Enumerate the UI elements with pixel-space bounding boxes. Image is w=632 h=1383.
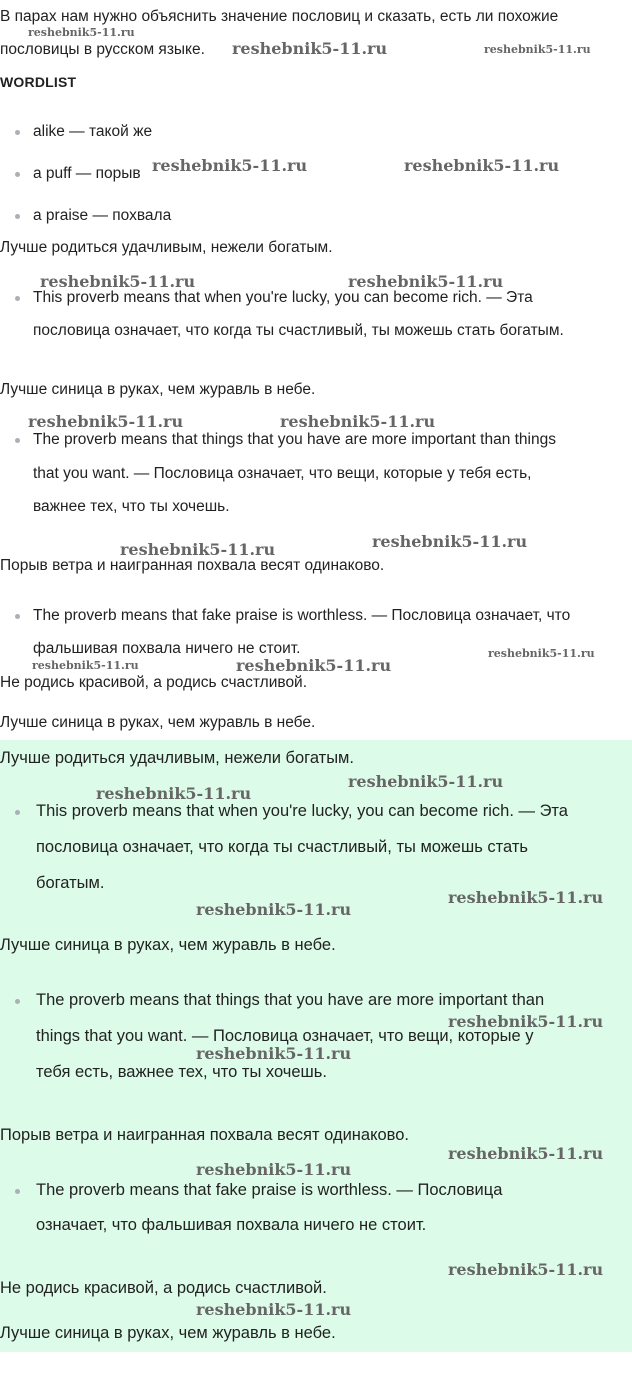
watermark-text: reshebnik5-11.ru bbox=[32, 659, 139, 672]
watermark-text: reshebnik5-11.ru bbox=[448, 888, 604, 907]
watermark-text: reshebnik5-11.ru bbox=[196, 1300, 352, 1319]
watermark-text: reshebnik5-11.ru bbox=[280, 412, 436, 431]
bullet-icon bbox=[15, 1189, 22, 1196]
proverb-title: Не родись красивой, а родись счастливой. bbox=[0, 674, 308, 691]
proverb-explanation-line: богатым. bbox=[36, 874, 105, 892]
proverb-title: Лучше родиться удачливым, нежели богатым. bbox=[0, 239, 333, 256]
proverb-title: Не родись красивой, а родись счастливой. bbox=[0, 1279, 327, 1297]
proverb-title: Порыв ветра и наигранная похвала весят одинаково. bbox=[0, 557, 385, 574]
bullet-icon bbox=[15, 999, 22, 1006]
proverb-title: Лучше синица в руках, чем журавль в небе. bbox=[0, 1324, 336, 1342]
watermark-text: reshebnik5-11.ru bbox=[236, 656, 392, 675]
watermark-text: reshebnik5-11.ru bbox=[448, 1144, 604, 1163]
watermark-text: reshebnik5-11.ru bbox=[448, 1260, 604, 1279]
intro-line-2: пословицы в русском языке. bbox=[0, 41, 205, 58]
bullet-icon bbox=[15, 214, 22, 221]
proverb-explanation-line: означает, что фальшивая похвала ничего не стоит. bbox=[36, 1216, 427, 1234]
watermark-text: reshebnik5-11.ru bbox=[96, 784, 252, 803]
watermark-text: reshebnik5-11.ru bbox=[448, 1012, 604, 1031]
watermark-text: reshebnik5-11.ru bbox=[232, 39, 388, 58]
proverb-title: Лучше родиться удачливым, нежели богатым. bbox=[0, 749, 354, 767]
proverb-explanation-line: фальшивая похвала ничего не стоит. bbox=[33, 640, 301, 657]
watermark-text: reshebnik5-11.ru bbox=[404, 156, 560, 175]
wordlist-heading: WORDLIST bbox=[0, 74, 77, 90]
proverb-explanation-line: The proverb means that fake praise is worthless. — Пословица bbox=[36, 1181, 503, 1199]
watermark-text: reshebnik5-11.ru bbox=[120, 540, 276, 559]
watermark-text: reshebnik5-11.ru bbox=[152, 156, 308, 175]
watermark-text: reshebnik5-11.ru bbox=[196, 1044, 352, 1063]
wordlist-item: a puff — порыв bbox=[33, 165, 141, 182]
proverb-explanation-line: The proverb means that things that you have are more important than things bbox=[33, 431, 556, 448]
proverb-explanation-line: This proverb means that when you're lucky, you can become rich. — Эта bbox=[33, 289, 533, 306]
bullet-icon bbox=[15, 172, 22, 179]
wordlist-item: a praise — похвала bbox=[33, 207, 172, 224]
watermark-text: reshebnik5-11.ru bbox=[348, 272, 504, 291]
proverb-explanation-line: The proverb means that fake praise is worthless. — Пословица означает, что bbox=[33, 607, 571, 624]
bullet-icon bbox=[15, 438, 22, 445]
bullet-icon bbox=[15, 614, 22, 621]
bullet-icon bbox=[15, 130, 22, 137]
watermark-text: reshebnik5-11.ru bbox=[488, 647, 595, 660]
proverb-title: Лучше синица в руках, чем журавль в небе. bbox=[0, 714, 316, 731]
watermark-text: reshebnik5-11.ru bbox=[196, 1160, 352, 1179]
proverb-explanation-line: The proverb means that things that you have are more important than bbox=[36, 991, 545, 1009]
watermark-text: reshebnik5-11.ru bbox=[40, 272, 196, 291]
bullet-icon bbox=[15, 296, 22, 303]
proverb-explanation-line: This proverb means that when you're lucky, you can become rich. — Эта bbox=[36, 802, 568, 820]
proverb-title: Лучше синица в руках, чем журавль в небе. bbox=[0, 936, 336, 954]
proverb-title: Лучше синица в руках, чем журавль в небе. bbox=[0, 381, 316, 398]
watermark-text: reshebnik5-11.ru bbox=[348, 772, 504, 791]
watermark-text: reshebnik5-11.ru bbox=[28, 26, 135, 39]
bullet-icon bbox=[15, 810, 22, 817]
proverb-explanation-line: things that you want. — Пословица означает, что вещи, которые у bbox=[36, 1027, 534, 1045]
proverb-explanation-line: тебя есть, важнее тех, что ты хочешь. bbox=[36, 1063, 327, 1081]
watermark-text: reshebnik5-11.ru bbox=[484, 43, 591, 56]
proverb-explanation-line: важнее тех, что ты хочешь. bbox=[33, 498, 230, 515]
proverb-explanation-line: пословица означает, что когда ты счастливый, ты можешь стать bbox=[36, 838, 528, 856]
wordlist-item: alike — такой же bbox=[33, 123, 153, 140]
watermark-text: reshebnik5-11.ru bbox=[372, 532, 528, 551]
proverb-explanation-line: пословица означает, что когда ты счастливый, ты можешь стать богатым. bbox=[33, 322, 564, 339]
proverb-title: Порыв ветра и наигранная похвала весят одинаково. bbox=[0, 1126, 409, 1144]
watermark-text: reshebnik5-11.ru bbox=[196, 900, 352, 919]
watermark-text: reshebnik5-11.ru bbox=[28, 412, 184, 431]
intro-line-1: В парах нам нужно объяснить значение пословиц и сказать, есть ли похожие bbox=[0, 8, 559, 25]
proverb-explanation-line: that you want. — Пословица означает, что вещи, которые у тебя есть, bbox=[33, 465, 532, 482]
